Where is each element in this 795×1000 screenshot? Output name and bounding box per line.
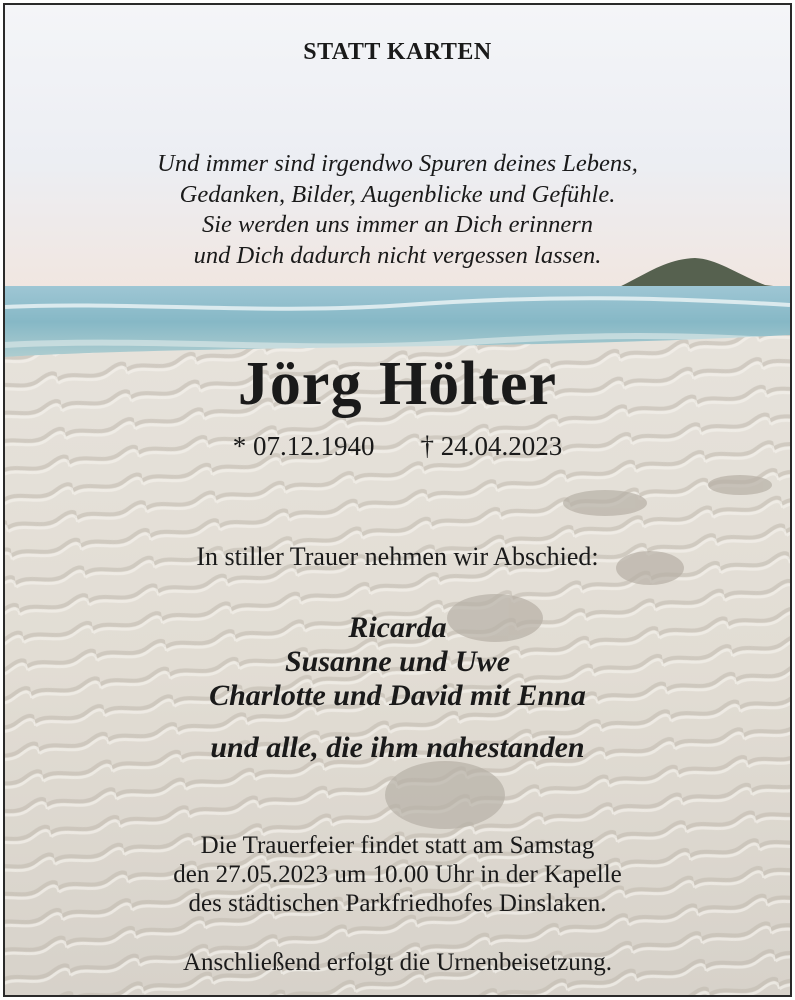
poem-line: und Dich dadurch nicht vergessen lassen.: [193, 241, 602, 269]
poem-line: Sie werden uns immer an Dich erinnern: [201, 211, 594, 238]
family-list: [5, 611, 790, 713]
burial-info: Anschließend erfolgt die Urnenbeisetzung.: [182, 949, 613, 976]
memorial-poem: [5, 149, 790, 271]
funeral-service-info: [5, 831, 790, 918]
closing-line: und alle, die ihm nahestanden: [210, 731, 585, 764]
family-member: Susanne und Uwe: [284, 645, 511, 678]
service-line: den 27.05.2023 um 10.00 Uhr in der Kapelle: [173, 861, 622, 888]
service-line: Die Trauerfeier findet statt am Samstag: [200, 832, 595, 859]
obituary-notice: [3, 3, 792, 997]
service-line: des städtischen Parkfriedhofes Dinslaken.: [188, 890, 607, 917]
poem-line: Und immer sind irgendwo Spuren deines Lebens,: [157, 150, 638, 177]
family-member: Charlotte und David mit Enna: [209, 679, 586, 712]
mourners-intro: In stiller Trauer nehmen wir Abschied:: [196, 542, 599, 571]
life-dates: [5, 431, 790, 462]
poem-line: Gedanken, Bilder, Augenblicke und Gefühle.: [179, 180, 616, 208]
birth-date: * 07.12.1940: [232, 431, 375, 461]
family-member: Ricarda: [348, 611, 447, 644]
death-date: † 24.04.2023: [420, 431, 563, 461]
deceased-name: Jörg Hölter: [237, 350, 558, 418]
header-statt-karten: STATT KARTEN: [303, 39, 492, 65]
